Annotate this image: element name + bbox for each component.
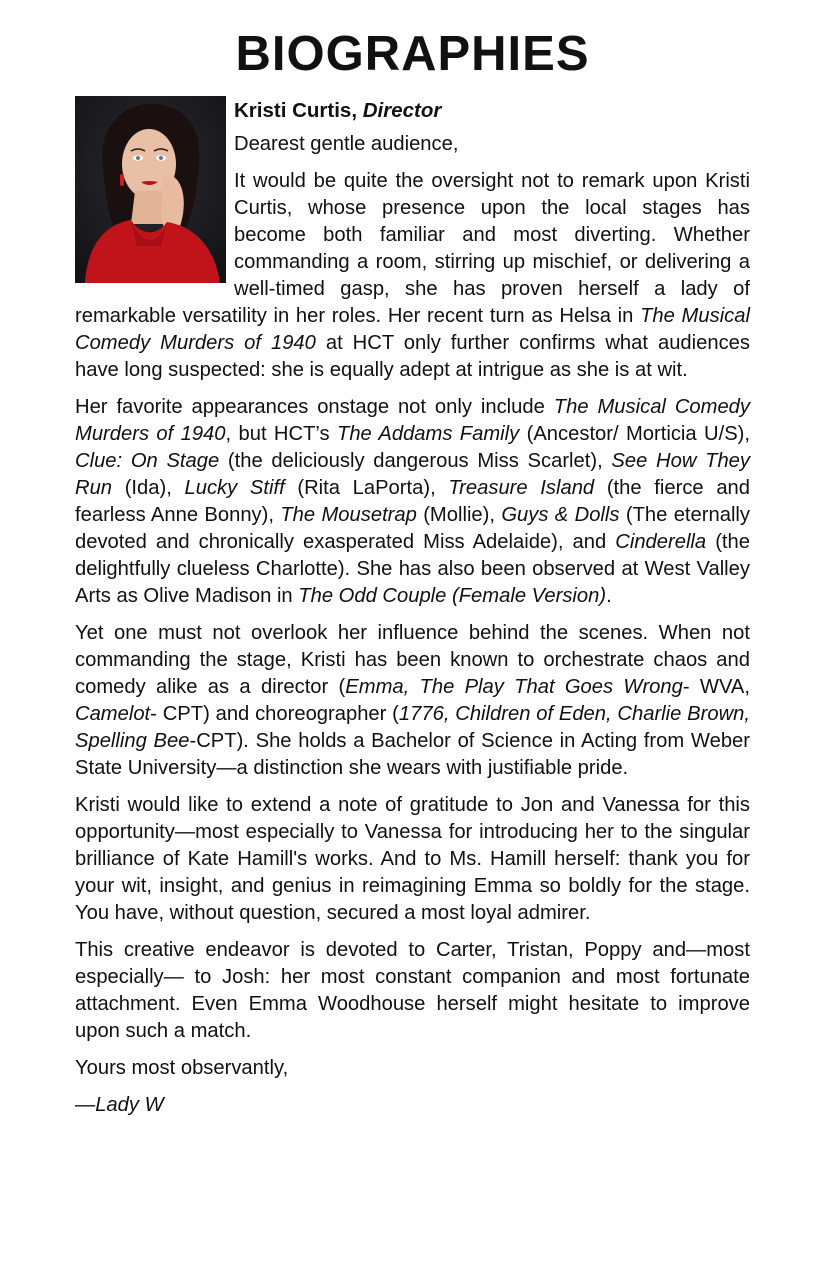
title-italic: 1776, Children of Eden, Charlie Brown, Spelling Bee	[75, 703, 751, 752]
text-run: Kristi would like to extend a note of gratitude to Jon and Vanessa for this opportunity—most especially to Vanessa for introducing her to the singular brilliance of Kate Hamill's works. And to Ms. Hamill herself: thank you for your wit, insight, and genius in reimagining Emma so boldly for the stage. You have, without question, secured a most loyal admirer.	[75, 794, 750, 924]
title-italic: Lucky Stiff	[184, 477, 285, 499]
text-run: (the deliciously dangerous Miss Scarlet),	[219, 450, 612, 472]
title-italic: The Musical Comedy Murders of 1940	[75, 396, 750, 445]
text-run: (Rita LaPorta),	[284, 477, 449, 499]
title-italic: The Musical Comedy Murders of 1940	[75, 305, 750, 354]
title-italic: Treasure Island	[448, 477, 595, 499]
bio-role: Director	[362, 99, 442, 122]
title-italic: Clue: On Stage	[75, 450, 220, 472]
text-run: - WVA,	[682, 676, 750, 698]
title-italic: Emma, The Play That Goes Wrong	[345, 676, 683, 698]
title-italic: The Addams Family	[336, 423, 520, 445]
bio-paragraph-4	[75, 792, 750, 927]
text-run: .	[606, 585, 612, 607]
text-run: (Mollie),	[416, 504, 502, 526]
bio-name: Kristi Curtis,	[234, 99, 358, 122]
title-italic: The Mousetrap	[280, 504, 417, 526]
text-run: (the fierce and fearless Anne Bonny),	[75, 477, 750, 526]
text-run: (Ancestor/ Morticia U/S),	[519, 423, 750, 445]
biography-section	[75, 96, 750, 1119]
bio-paragraph-3	[75, 620, 750, 782]
bio-paragraph-5	[75, 937, 750, 1045]
text-run: (The eternally devoted and chronically exasperated Miss Adelaide), and	[75, 504, 751, 553]
title-italic: See How They Run	[75, 450, 750, 499]
text-run: - CPT) and choreographer (	[150, 703, 399, 725]
text-run: Yet one must not overlook her influence behind the scenes. When not commanding the stage, Kristi has been known to orchestrate chaos and comedy alike as a director (	[75, 622, 750, 698]
title-italic: Cinderella	[615, 531, 707, 553]
text-run: -CPT). She holds a Bachelor of Science in Acting from Weber State University—a distinction she wears with justifiable pride.	[75, 730, 750, 779]
signoff-name: Lady W	[95, 1094, 164, 1116]
bio-paragraph-2	[75, 394, 750, 610]
text-run: It would be quite the oversight not to remark upon Kristi Curtis, whose presence upon the local stages has become both familiar and most diverting. Whether commanding a room, stirring up mischief, or delivering a well-timed gasp, she has proven herself a lady of remarkable versatility in her roles. Her recent turn as Helsa in	[75, 170, 750, 327]
text-run: (the delightfully clueless Charlotte). She has also been observed at West Valley Arts as Olive Madison in	[75, 531, 750, 607]
bio-greeting: Dearest gentle audience,	[234, 133, 459, 155]
text-run: , but HCT’s	[225, 423, 337, 445]
bio-closing: Yours most observantly,	[75, 1057, 289, 1079]
title-italic: The Odd Couple (Female Version)	[298, 585, 607, 607]
text-run: This creative endeavor is devoted to Carter, Tristan, Poppy and—most especially— to Josh: her most constant companion and most fortunate attachment. Even Emma Woodhouse herself might hesitate to improve upon such a match.	[75, 939, 750, 1042]
text-run: (Ida),	[112, 477, 185, 499]
text-run: at HCT only further confirms what audiences have long suspected: she is equally adept at intrigue as she is at wit.	[75, 332, 751, 381]
bio-signoff	[75, 1092, 750, 1119]
page-title: BIOGRAPHIES	[235, 27, 590, 81]
signoff-dash: —	[75, 1094, 96, 1116]
headshot-photo	[75, 96, 226, 283]
title-italic: Guys & Dolls	[501, 504, 620, 526]
text-run: Her favorite appearances onstage not only include	[75, 396, 554, 418]
title-italic: Camelot	[75, 703, 151, 725]
